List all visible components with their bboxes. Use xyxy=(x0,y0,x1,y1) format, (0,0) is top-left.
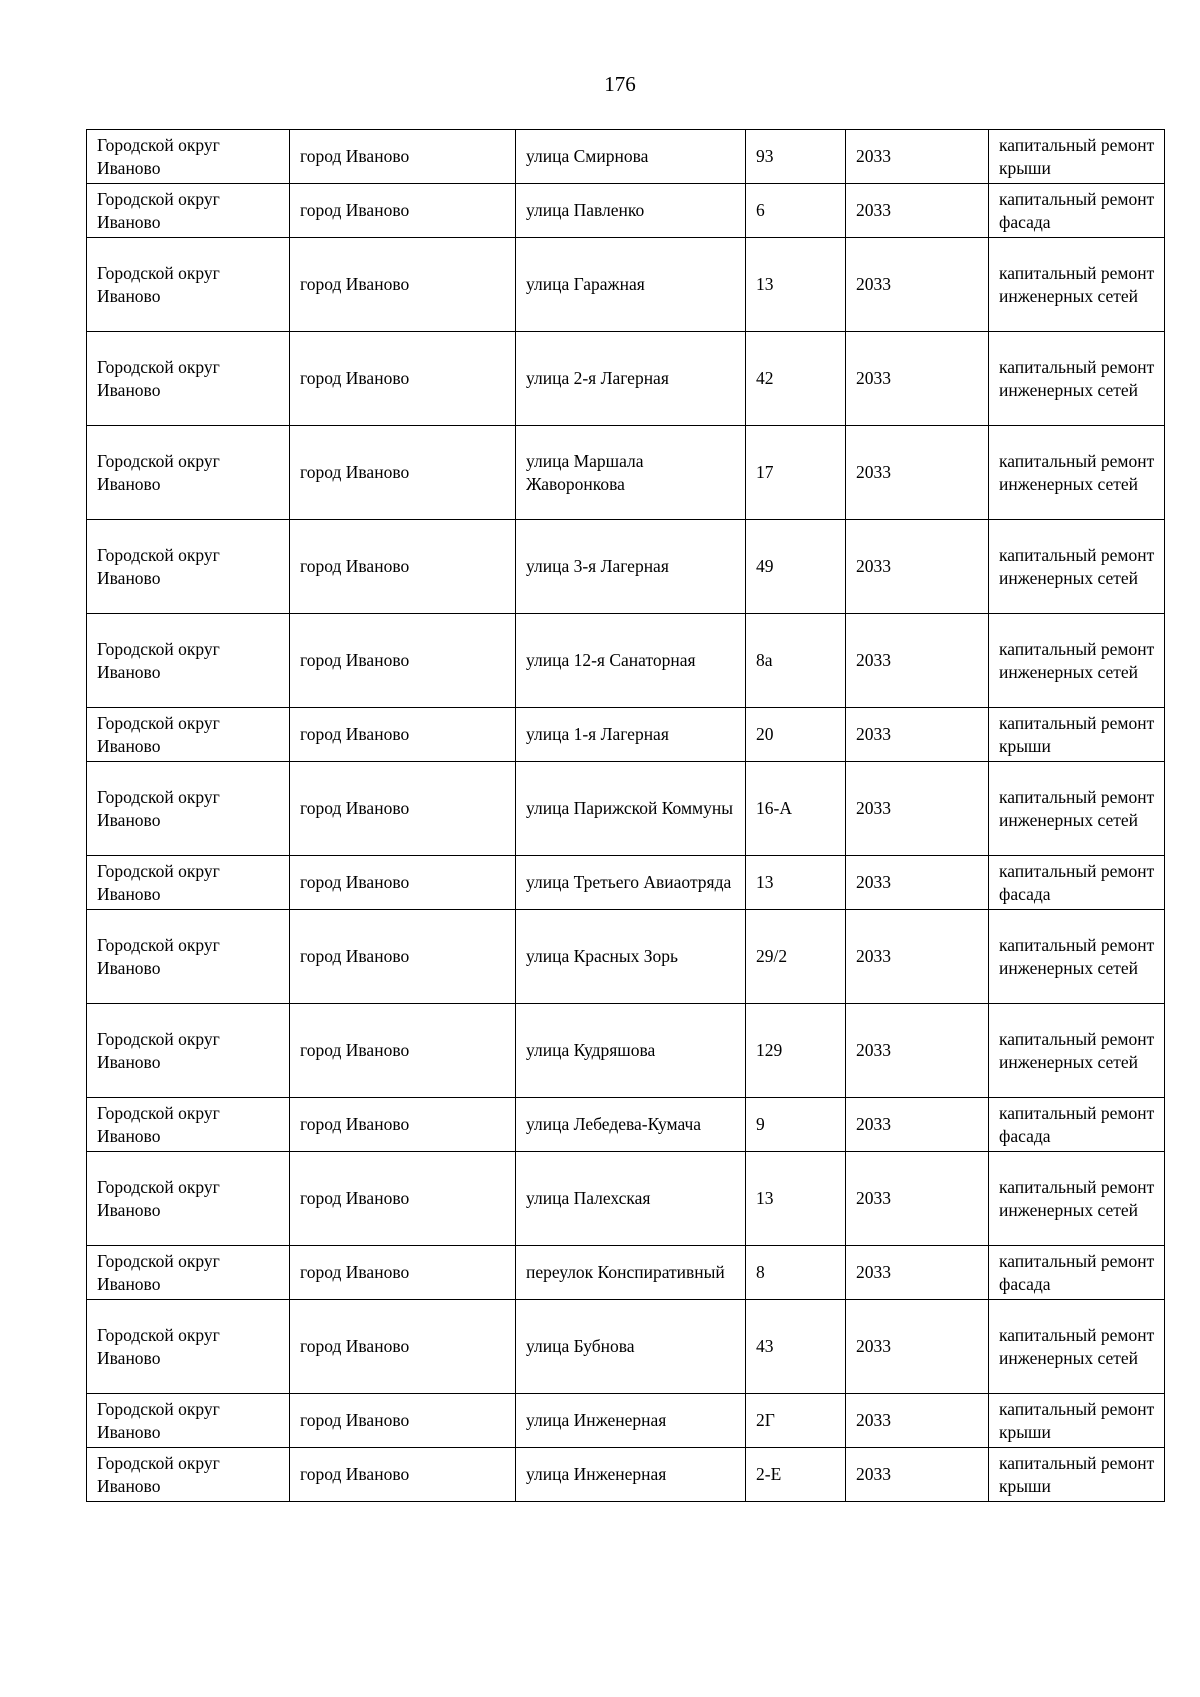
work-type-cell: капитальный ремонт инженерных сетей xyxy=(989,762,1165,856)
work-type-cell: капитальный ремонт фасада xyxy=(989,1246,1165,1300)
settlement-cell: город Иваново xyxy=(290,1098,516,1152)
table-row xyxy=(87,1152,1165,1246)
municipality-cell: Городской округ Иваново xyxy=(87,520,290,614)
table-row xyxy=(87,708,1165,762)
street-cell: улица Третьего Авиаотряда xyxy=(516,856,746,910)
house-number-cell: 9 xyxy=(746,1098,846,1152)
work-type-cell: капитальный ремонт инженерных сетей xyxy=(989,614,1165,708)
street-cell: улица Гаражная xyxy=(516,238,746,332)
municipality-cell: Городской округ Иваново xyxy=(87,426,290,520)
municipality-cell: Городской округ Иваново xyxy=(87,184,290,238)
settlement-cell: город Иваново xyxy=(290,520,516,614)
year-cell: 2033 xyxy=(846,426,989,520)
street-cell: улица 2-я Лагерная xyxy=(516,332,746,426)
municipality-cell: Городской округ Иваново xyxy=(87,614,290,708)
municipality-cell: Городской округ Иваново xyxy=(87,1246,290,1300)
house-number-cell: 129 xyxy=(746,1004,846,1098)
house-number-cell: 2-Е xyxy=(746,1448,846,1502)
repair-schedule-table xyxy=(86,129,1165,1502)
settlement-cell: город Иваново xyxy=(290,130,516,184)
table-row xyxy=(87,332,1165,426)
table-row xyxy=(87,520,1165,614)
house-number-cell: 42 xyxy=(746,332,846,426)
year-cell: 2033 xyxy=(846,762,989,856)
table-row xyxy=(87,614,1165,708)
street-cell: улица 1-я Лагерная xyxy=(516,708,746,762)
work-type-cell: капитальный ремонт инженерных сетей xyxy=(989,520,1165,614)
house-number-cell: 13 xyxy=(746,856,846,910)
year-cell: 2033 xyxy=(846,1098,989,1152)
settlement-cell: город Иваново xyxy=(290,856,516,910)
municipality-cell: Городской округ Иваново xyxy=(87,332,290,426)
settlement-cell: город Иваново xyxy=(290,1004,516,1098)
house-number-cell: 2Г xyxy=(746,1394,846,1448)
year-cell: 2033 xyxy=(846,130,989,184)
table-row xyxy=(87,1004,1165,1098)
settlement-cell: город Иваново xyxy=(290,184,516,238)
house-number-cell: 13 xyxy=(746,238,846,332)
work-type-cell: капитальный ремонт крыши xyxy=(989,1448,1165,1502)
municipality-cell: Городской округ Иваново xyxy=(87,1098,290,1152)
street-cell: улица 3-я Лагерная xyxy=(516,520,746,614)
table-row xyxy=(87,856,1165,910)
settlement-cell: город Иваново xyxy=(290,614,516,708)
table-row xyxy=(87,238,1165,332)
house-number-cell: 93 xyxy=(746,130,846,184)
work-type-cell: капитальный ремонт инженерных сетей xyxy=(989,910,1165,1004)
street-cell: улица 12-я Санаторная xyxy=(516,614,746,708)
settlement-cell: город Иваново xyxy=(290,1152,516,1246)
settlement-cell: город Иваново xyxy=(290,1246,516,1300)
table-row xyxy=(87,1098,1165,1152)
municipality-cell: Городской округ Иваново xyxy=(87,910,290,1004)
house-number-cell: 49 xyxy=(746,520,846,614)
year-cell: 2033 xyxy=(846,614,989,708)
municipality-cell: Городской округ Иваново xyxy=(87,130,290,184)
house-number-cell: 8а xyxy=(746,614,846,708)
municipality-cell: Городской округ Иваново xyxy=(87,1394,290,1448)
work-type-cell: капитальный ремонт крыши xyxy=(989,708,1165,762)
municipality-cell: Городской округ Иваново xyxy=(87,1004,290,1098)
year-cell: 2033 xyxy=(846,184,989,238)
settlement-cell: город Иваново xyxy=(290,1394,516,1448)
house-number-cell: 20 xyxy=(746,708,846,762)
work-type-cell: капитальный ремонт инженерных сетей xyxy=(989,238,1165,332)
municipality-cell: Городской округ Иваново xyxy=(87,708,290,762)
municipality-cell: Городской округ Иваново xyxy=(87,1152,290,1246)
year-cell: 2033 xyxy=(846,1246,989,1300)
work-type-cell: капитальный ремонт инженерных сетей xyxy=(989,332,1165,426)
settlement-cell: город Иваново xyxy=(290,426,516,520)
table-row xyxy=(87,1394,1165,1448)
house-number-cell: 8 xyxy=(746,1246,846,1300)
settlement-cell: город Иваново xyxy=(290,332,516,426)
table-row xyxy=(87,1246,1165,1300)
street-cell: улица Инженерная xyxy=(516,1394,746,1448)
settlement-cell: город Иваново xyxy=(290,708,516,762)
street-cell: переулок Конспиративный xyxy=(516,1246,746,1300)
table-row xyxy=(87,762,1165,856)
year-cell: 2033 xyxy=(846,1448,989,1502)
table-row xyxy=(87,426,1165,520)
table-row xyxy=(87,130,1165,184)
work-type-cell: капитальный ремонт крыши xyxy=(989,130,1165,184)
table-row xyxy=(87,1448,1165,1502)
page-number: 176 xyxy=(604,72,636,96)
work-type-cell: капитальный ремонт фасада xyxy=(989,1098,1165,1152)
municipality-cell: Городской округ Иваново xyxy=(87,856,290,910)
settlement-cell: город Иваново xyxy=(290,910,516,1004)
municipality-cell: Городской округ Иваново xyxy=(87,238,290,332)
work-type-cell: капитальный ремонт фасада xyxy=(989,184,1165,238)
table-row xyxy=(87,910,1165,1004)
year-cell: 2033 xyxy=(846,856,989,910)
settlement-cell: город Иваново xyxy=(290,238,516,332)
house-number-cell: 6 xyxy=(746,184,846,238)
work-type-cell: капитальный ремонт инженерных сетей xyxy=(989,1152,1165,1246)
year-cell: 2033 xyxy=(846,1300,989,1394)
municipality-cell: Городской округ Иваново xyxy=(87,762,290,856)
year-cell: 2033 xyxy=(846,1152,989,1246)
work-type-cell: капитальный ремонт инженерных сетей xyxy=(989,426,1165,520)
work-type-cell: капитальный ремонт фасада xyxy=(989,856,1165,910)
year-cell: 2033 xyxy=(846,1004,989,1098)
street-cell: улица Лебедева-Кумача xyxy=(516,1098,746,1152)
municipality-cell: Городской округ Иваново xyxy=(87,1300,290,1394)
street-cell: улица Бубнова xyxy=(516,1300,746,1394)
year-cell: 2033 xyxy=(846,520,989,614)
year-cell: 2033 xyxy=(846,1394,989,1448)
street-cell: улица Инженерная xyxy=(516,1448,746,1502)
table-row xyxy=(87,1300,1165,1394)
street-cell: улица Павленко xyxy=(516,184,746,238)
year-cell: 2033 xyxy=(846,238,989,332)
settlement-cell: город Иваново xyxy=(290,762,516,856)
year-cell: 2033 xyxy=(846,910,989,1004)
street-cell: улица Парижской Коммуны xyxy=(516,762,746,856)
year-cell: 2033 xyxy=(846,708,989,762)
work-type-cell: капитальный ремонт инженерных сетей xyxy=(989,1300,1165,1394)
street-cell: улица Красных Зорь xyxy=(516,910,746,1004)
house-number-cell: 43 xyxy=(746,1300,846,1394)
street-cell: улица Палехская xyxy=(516,1152,746,1246)
work-type-cell: капитальный ремонт инженерных сетей xyxy=(989,1004,1165,1098)
street-cell: улица Маршала Жаворонкова xyxy=(516,426,746,520)
table-row xyxy=(87,184,1165,238)
house-number-cell: 17 xyxy=(746,426,846,520)
house-number-cell: 13 xyxy=(746,1152,846,1246)
year-cell: 2033 xyxy=(846,332,989,426)
settlement-cell: город Иваново xyxy=(290,1300,516,1394)
work-type-cell: капитальный ремонт крыши xyxy=(989,1394,1165,1448)
house-number-cell: 16-А xyxy=(746,762,846,856)
street-cell: улица Кудряшова xyxy=(516,1004,746,1098)
street-cell: улица Смирнова xyxy=(516,130,746,184)
municipality-cell: Городской округ Иваново xyxy=(87,1448,290,1502)
house-number-cell: 29/2 xyxy=(746,910,846,1004)
settlement-cell: город Иваново xyxy=(290,1448,516,1502)
